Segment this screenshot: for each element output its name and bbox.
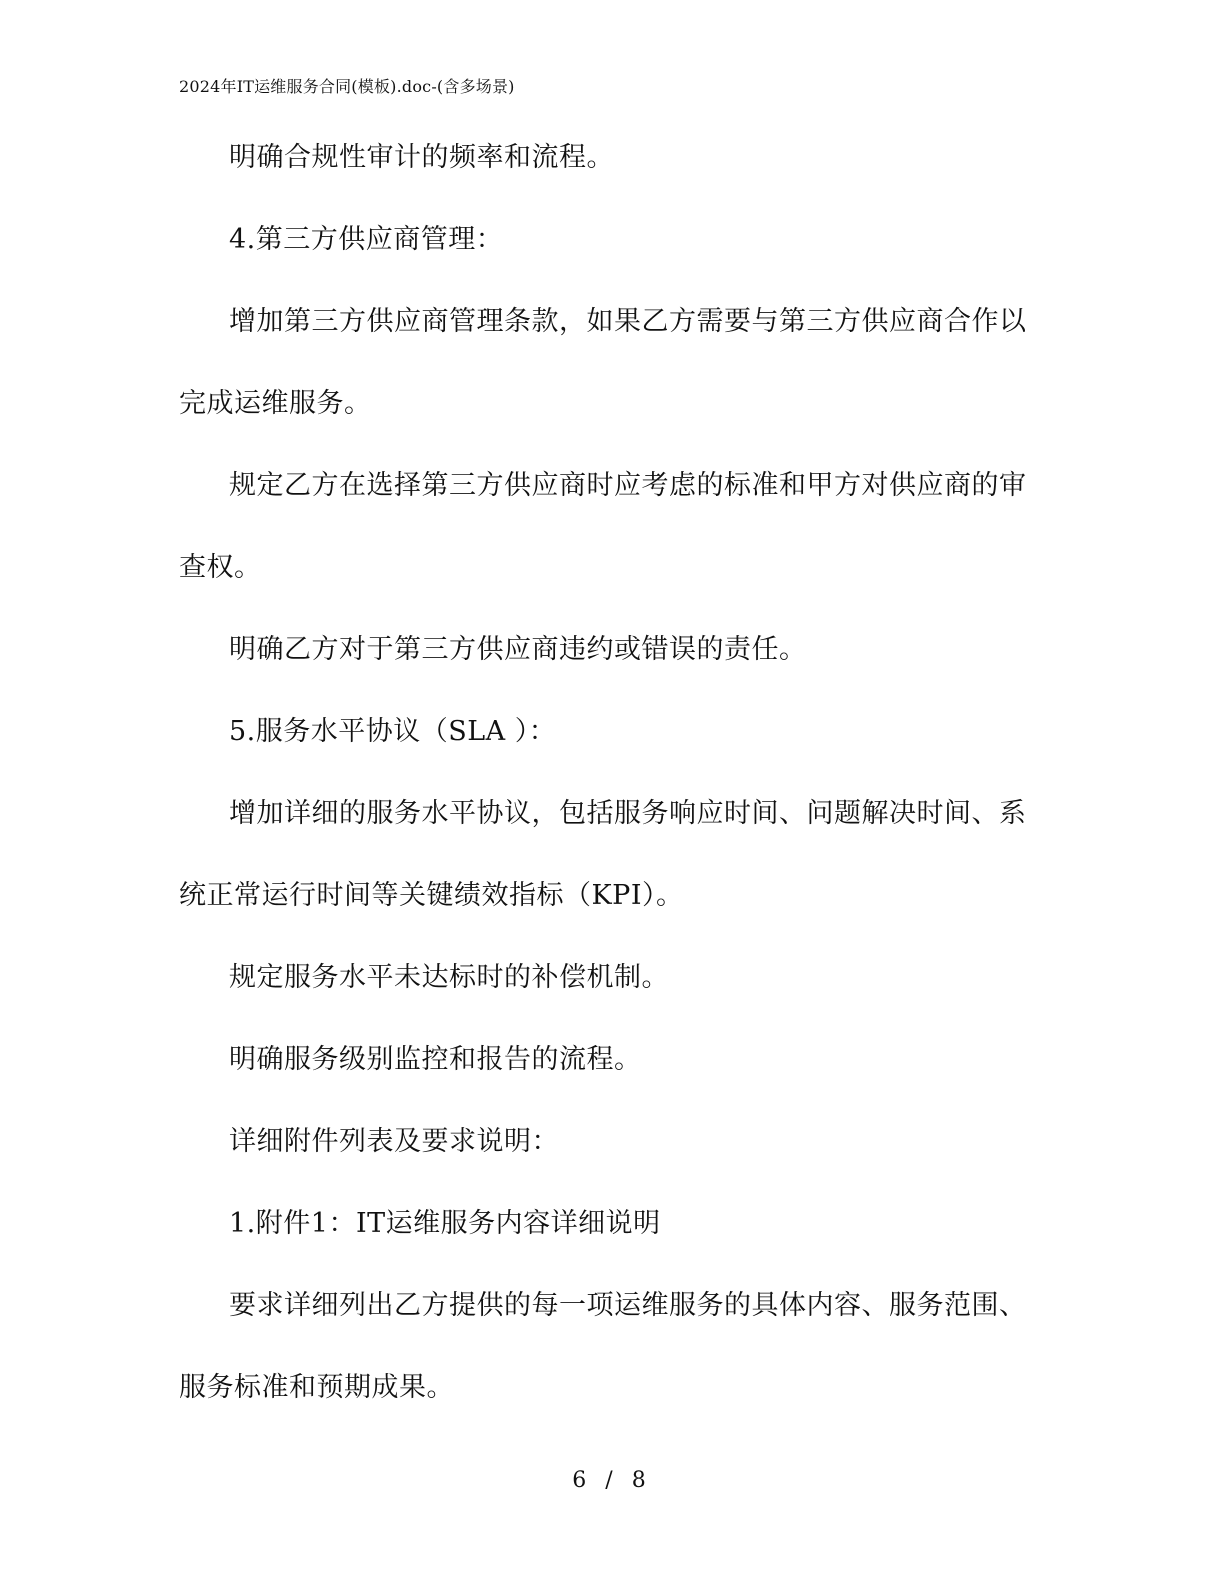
- attachment-heading: 1.附件1：IT运维服务内容详细说明: [229, 1208, 661, 1239]
- page-number: 6 / 8: [572, 1468, 652, 1493]
- paragraph: 增加详细的服务水平协议，包括服务响应时间、问题解决时间、系统正常运行时间等关键绩效指标（KPI）。: [179, 798, 1027, 911]
- section-heading: 4.第三方供应商管理：: [229, 224, 504, 255]
- paragraph: 规定乙方在选择第三方供应商时应考虑的标准和甲方对供应商的审查权。: [179, 470, 1027, 583]
- paragraph: 规定服务水平未达标时的补偿机制。: [229, 962, 669, 993]
- paragraph: 明确乙方对于第三方供应商违约或错误的责任。: [229, 634, 807, 665]
- section-heading: 详细附件列表及要求说明：: [229, 1126, 559, 1157]
- section-heading: 5.服务水平协议（SLA ）：: [229, 716, 557, 747]
- paragraph: 明确合规性审计的频率和流程。: [229, 142, 614, 173]
- paragraph: 要求详细列出乙方提供的每一项运维服务的具体内容、服务范围、服务标准和预期成果。: [179, 1290, 1027, 1403]
- paragraph: 增加第三方供应商管理条款，如果乙方需要与第三方供应商合作以完成运维服务。: [179, 306, 1027, 419]
- document-body: [179, 138, 1037, 1450]
- page-header: 2024年IT运维服务合同(模板).doc-(含多场景): [179, 77, 515, 96]
- paragraph: 明确服务级别监控和报告的流程。: [229, 1044, 642, 1075]
